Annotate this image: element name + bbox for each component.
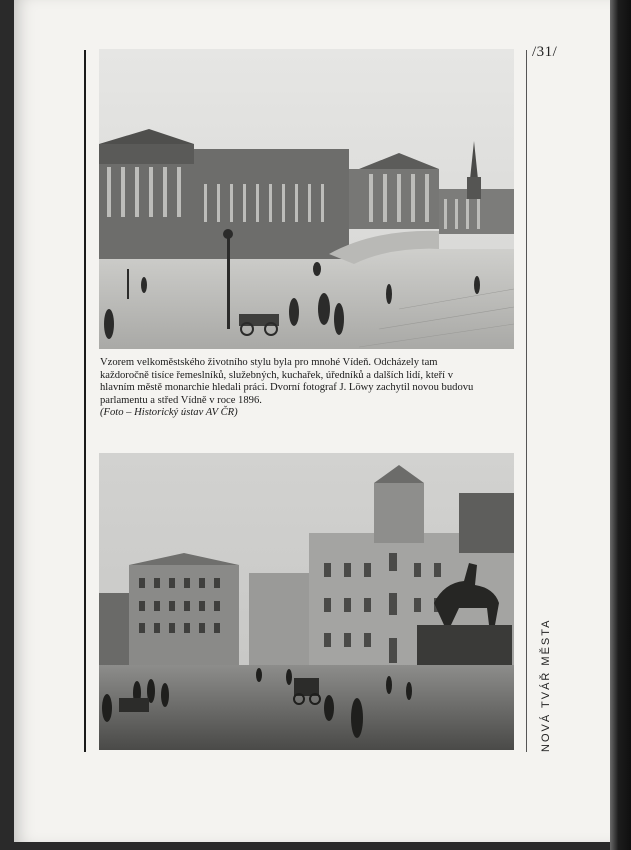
- page-number: /31/: [532, 44, 558, 60]
- photo-caption: [100, 357, 480, 420]
- city-centre-photo: [99, 453, 514, 750]
- book-spine-edge: [610, 0, 631, 850]
- left-rule: [84, 50, 86, 752]
- parliament-photo: [99, 49, 514, 349]
- right-rule: [526, 50, 527, 752]
- photo-credit: (Foto – Historický ústav AV ČR): [100, 407, 238, 419]
- caption-text: Vzorem velkoměstského životního stylu byla pro mnohé Vídeň. Odcházely tam každoročně tisíce řemeslníků, služebných, kuchařek, úředníků a dalších lidí, kteří v hlavním městě monarchie hledali práci. Dvorní fotograf J. Löwy zachytil novou budovu parlamentu a střed Vídně v roce 1896.: [100, 357, 474, 406]
- section-title: NOVÁ TVÁŘ MĚSTA: [540, 618, 552, 752]
- book-page: [14, 0, 610, 842]
